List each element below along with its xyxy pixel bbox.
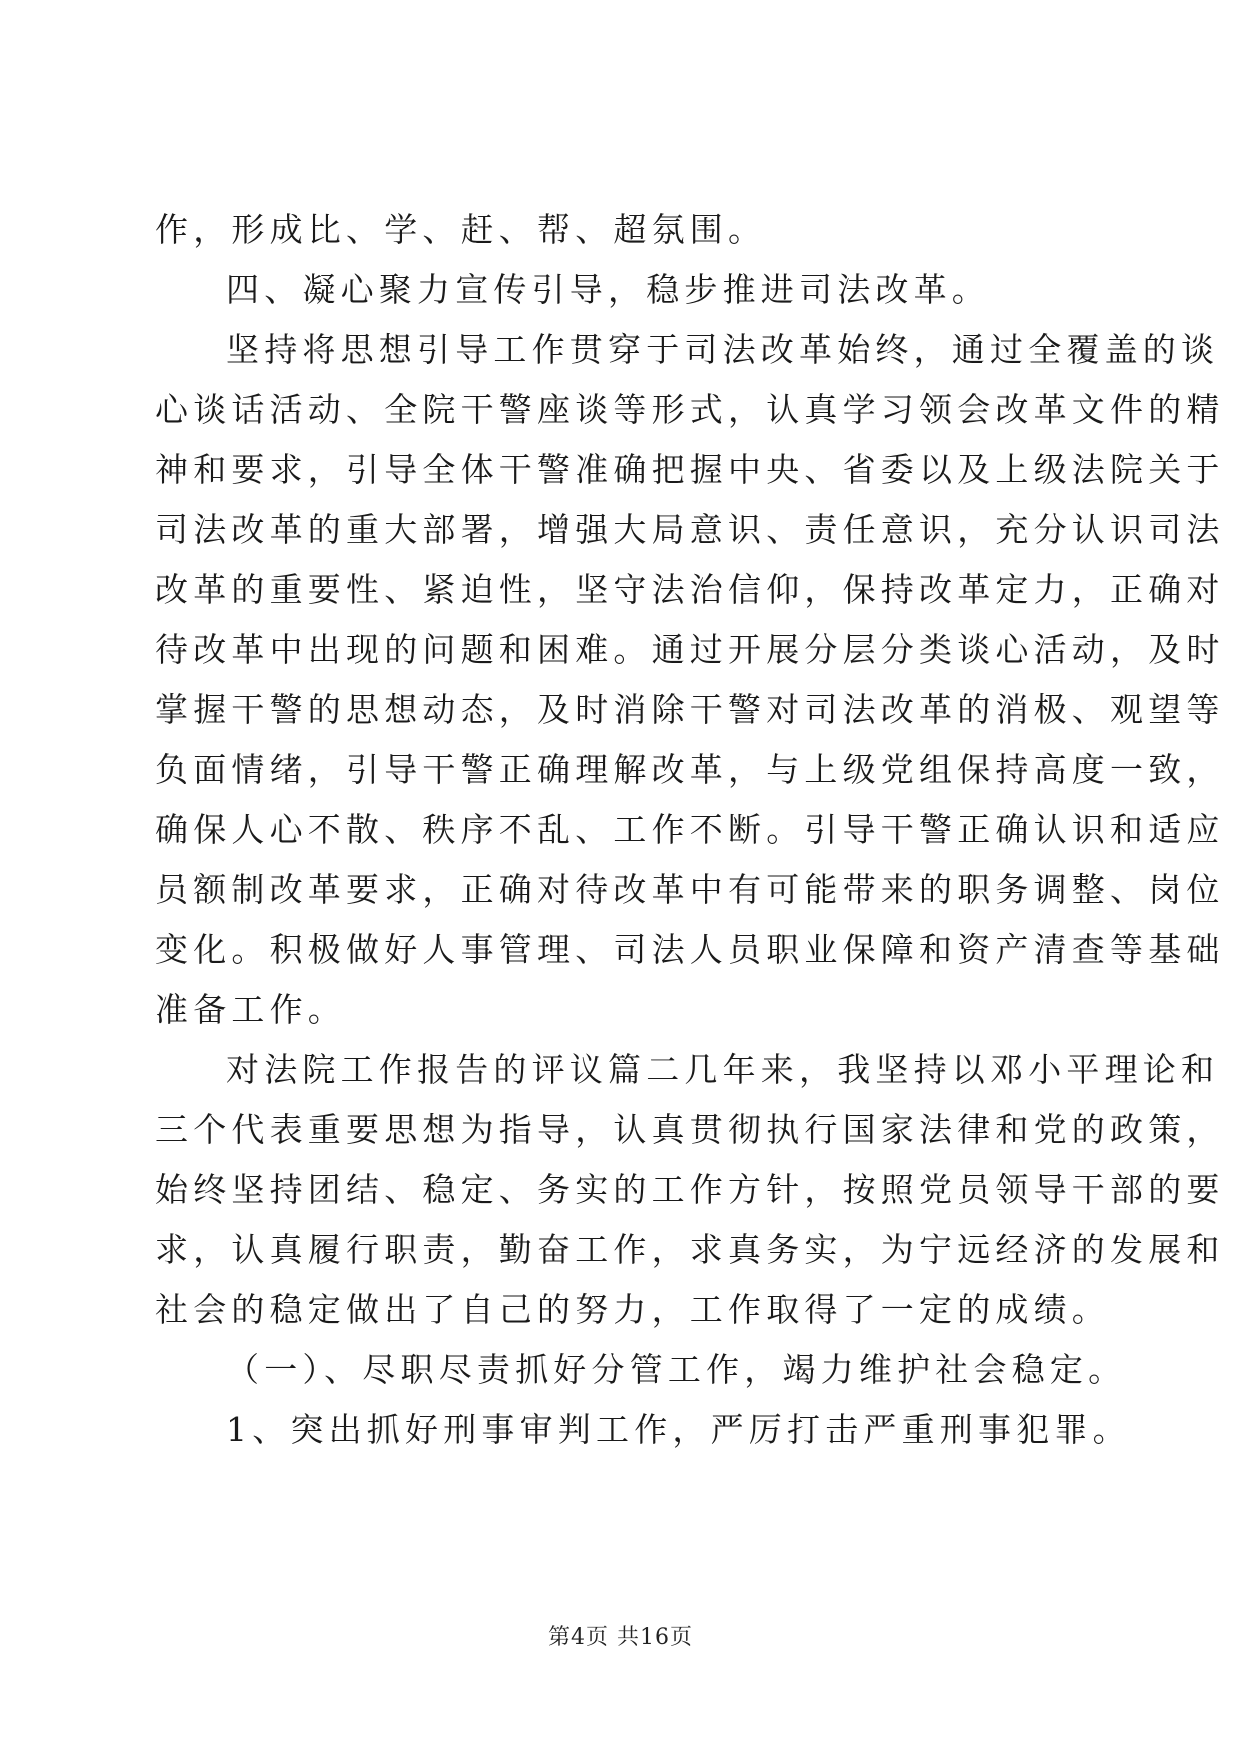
body-text-line: 负面情绪，引导干警正确理解改革，与上级党组保持高度一致， — [155, 750, 1225, 789]
body-text-line: 作，形成比、学、赶、帮、超氛围。 — [155, 210, 767, 249]
body-text-line: 始终坚持团结、稳定、务实的工作方针，按照党员领导干部的要 — [155, 1170, 1225, 1209]
body-text-line: 确保人心不散、秩序不乱、工作不断。引导干警正确认识和适应 — [155, 810, 1225, 849]
numbered-item-heading: 1、突出抓好刑事审判工作，严厉打击严重刑事犯罪。 — [226, 1410, 1131, 1449]
paragraph-start-line: 坚持将思想引导工作贯穿于司法改革始终，通过全覆盖的谈 — [226, 330, 1220, 369]
body-text-line: 待改革中出现的问题和困难。通过开展分层分类谈心活动，及时 — [155, 630, 1225, 669]
section-heading: 四、凝心聚力宣传引导，稳步推进司法改革。 — [226, 270, 990, 309]
body-text-line: 改革的重要性、紧迫性，坚守法治信仰，保持改革定力，正确对 — [155, 570, 1225, 609]
body-text-line: 心谈话活动、全院干警座谈等形式，认真学习领会改革文件的精 — [155, 390, 1225, 429]
body-text-line: 社会的稳定做出了自己的努力，工作取得了一定的成绩。 — [155, 1290, 1110, 1329]
body-text-line: 三个代表重要思想为指导，认真贯彻执行国家法律和党的政策， — [155, 1110, 1225, 1149]
body-text-line: 员额制改革要求，正确对待改革中有可能带来的职务调整、岗位 — [155, 870, 1225, 909]
body-text-line: 变化。积极做好人事管理、司法人员职业保障和资产清查等基础 — [155, 930, 1225, 969]
body-text-line: 准备工作。 — [155, 990, 346, 1029]
body-text-line: 司法改革的重大部署，增强大局意识、责任意识，充分认识司法 — [155, 510, 1225, 549]
body-text-line: 神和要求，引导全体干警准确把握中央、省委以及上级法院关于 — [155, 450, 1225, 489]
page-number-footer: 第4页 共16页 — [548, 1625, 693, 1650]
subsection-heading: （一）、尽职尽责抓好分管工作，竭力维护社会稳定。 — [226, 1350, 1127, 1389]
body-text-line: 掌握干警的思想动态，及时消除干警对司法改革的消极、观望等 — [155, 690, 1225, 729]
body-text-line: 求，认真履行职责，勤奋工作，求真务实，为宁远经济的发展和 — [155, 1230, 1225, 1269]
paragraph-start-line: 对法院工作报告的评议篇二几年来，我坚持以邓小平理论和 — [226, 1050, 1220, 1089]
